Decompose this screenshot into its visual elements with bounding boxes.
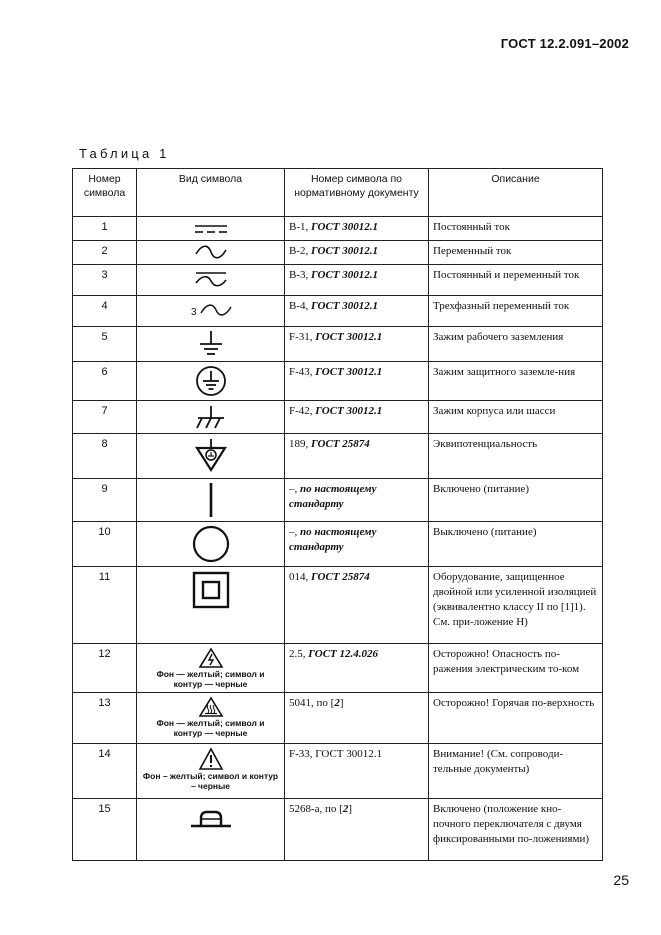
row-description: Переменный ток — [429, 241, 603, 265]
table-row — [73, 479, 603, 522]
row-description: Осторожно! Опасность по-ражения электрическим то-ком — [429, 644, 603, 693]
row-description: Осторожно! Горячая по-верхность — [429, 693, 603, 744]
row-description: Зажим корпуса или шасси — [429, 401, 603, 434]
row-reference: 2.5, ГОСТ 12.4.026 — [285, 644, 429, 693]
row-number: 10 — [73, 522, 137, 567]
row-reference: –, по настоящему стандарту — [285, 479, 429, 522]
row-description: Трехфазный переменный ток — [429, 296, 603, 327]
row-reference: –, по настоящему стандарту — [285, 522, 429, 567]
row-description: Зажим рабочего заземления — [429, 327, 603, 362]
row-number: 4 — [73, 296, 137, 327]
row-number: 2 — [73, 241, 137, 265]
row-number: 6 — [73, 362, 137, 401]
document-code: ГОСТ 12.2.091–2002 — [500, 36, 629, 51]
symbol-note: Фон — желтый; символ и контур — черные — [156, 669, 265, 689]
equipotential-icon — [141, 437, 280, 475]
table-row — [73, 644, 603, 693]
row-description: Внимание! (См. сопроводи-тельные документы) — [429, 744, 603, 799]
row-reference: F-33, ГОСТ 30012.1 — [285, 744, 429, 799]
push-button-latched-icon — [141, 802, 280, 832]
symbol-note: Фон – желтый; символ и контур – черные — [142, 771, 279, 791]
symbol-note: Фон — желтый; символ и контур — черные — [156, 718, 265, 738]
row-number: 3 — [73, 265, 137, 296]
page-number: 25 — [613, 872, 629, 888]
row-reference: F-31, ГОСТ 30012.1 — [285, 327, 429, 362]
row-reference: В-4, ГОСТ 30012.1 — [285, 296, 429, 327]
hot-surface-warning-icon — [141, 696, 280, 718]
row-reference: F-43, ГОСТ 30012.1 — [285, 362, 429, 401]
row-description: Постоянный ток — [429, 217, 603, 241]
row-reference: 5041, по [2] — [285, 693, 429, 744]
col-header-reference: Номер символа по нормативному документу — [285, 169, 429, 217]
row-number: 5 — [73, 327, 137, 362]
col-header-description: Описание — [429, 169, 603, 217]
dc-ac-current-icon — [141, 268, 280, 290]
row-description: Зажим защитного заземле-ния — [429, 362, 603, 401]
col-header-symbol: Вид символа — [137, 169, 285, 217]
table-row — [73, 296, 603, 327]
table-row — [73, 434, 603, 479]
row-number: 11 — [73, 567, 137, 644]
table-row — [73, 693, 603, 744]
table-row — [73, 567, 603, 644]
chassis-ground-icon — [141, 404, 280, 430]
protective-earth-icon — [141, 365, 280, 397]
col-header-number: Номер символа — [73, 169, 137, 217]
table-row — [73, 744, 603, 799]
row-number: 8 — [73, 434, 137, 479]
row-reference: 189, ГОСТ 25874 — [285, 434, 429, 479]
table-row — [73, 241, 603, 265]
table-row — [73, 217, 603, 241]
row-reference: В-3, ГОСТ 30012.1 — [285, 265, 429, 296]
caution-warning-icon — [141, 747, 280, 771]
row-number: 7 — [73, 401, 137, 434]
row-number: 14 — [73, 744, 137, 799]
row-description: Постоянный и переменный ток — [429, 265, 603, 296]
row-reference: 014, ГОСТ 25874 — [285, 567, 429, 644]
row-description: Включено (положение кно-почного переключателя с двумя фиксированными по-ложениями) — [429, 799, 603, 861]
row-reference: F-42, ГОСТ 30012.1 — [285, 401, 429, 434]
electric-shock-warning-icon — [141, 647, 280, 669]
row-number: 1 — [73, 217, 137, 241]
symbols-table — [72, 168, 603, 861]
table-row — [73, 401, 603, 434]
power-off-icon — [141, 525, 280, 563]
double-insulation-icon — [141, 570, 280, 610]
row-description: Оборудование, защищенное двойной или усиленной изоляцией (эквивалентно классу II по [1]1). См. при-ложение Н) — [429, 567, 603, 644]
svg-text:3: 3 — [190, 307, 197, 318]
table-caption: Таблица 1 — [79, 146, 170, 161]
three-phase-ac-icon — [141, 299, 280, 321]
table-row — [73, 265, 603, 296]
row-number: 12 — [73, 644, 137, 693]
row-description: Включено (питание) — [429, 479, 603, 522]
power-on-icon — [141, 482, 280, 518]
table-row — [73, 362, 603, 401]
row-reference: 5268-a, по [2] — [285, 799, 429, 861]
table-row — [73, 327, 603, 362]
table-row — [73, 799, 603, 861]
direct-current-icon — [141, 220, 280, 236]
row-number: 15 — [73, 799, 137, 861]
row-description: Выключено (питание) — [429, 522, 603, 567]
table-row — [73, 522, 603, 567]
ground-icon — [141, 330, 280, 358]
row-reference: В-1, ГОСТ 30012.1 — [285, 217, 429, 241]
row-reference: В-2, ГОСТ 30012.1 — [285, 241, 429, 265]
row-number: 9 — [73, 479, 137, 522]
row-description: Эквипотенциальность — [429, 434, 603, 479]
row-number: 13 — [73, 693, 137, 744]
alternating-current-icon — [141, 244, 280, 260]
